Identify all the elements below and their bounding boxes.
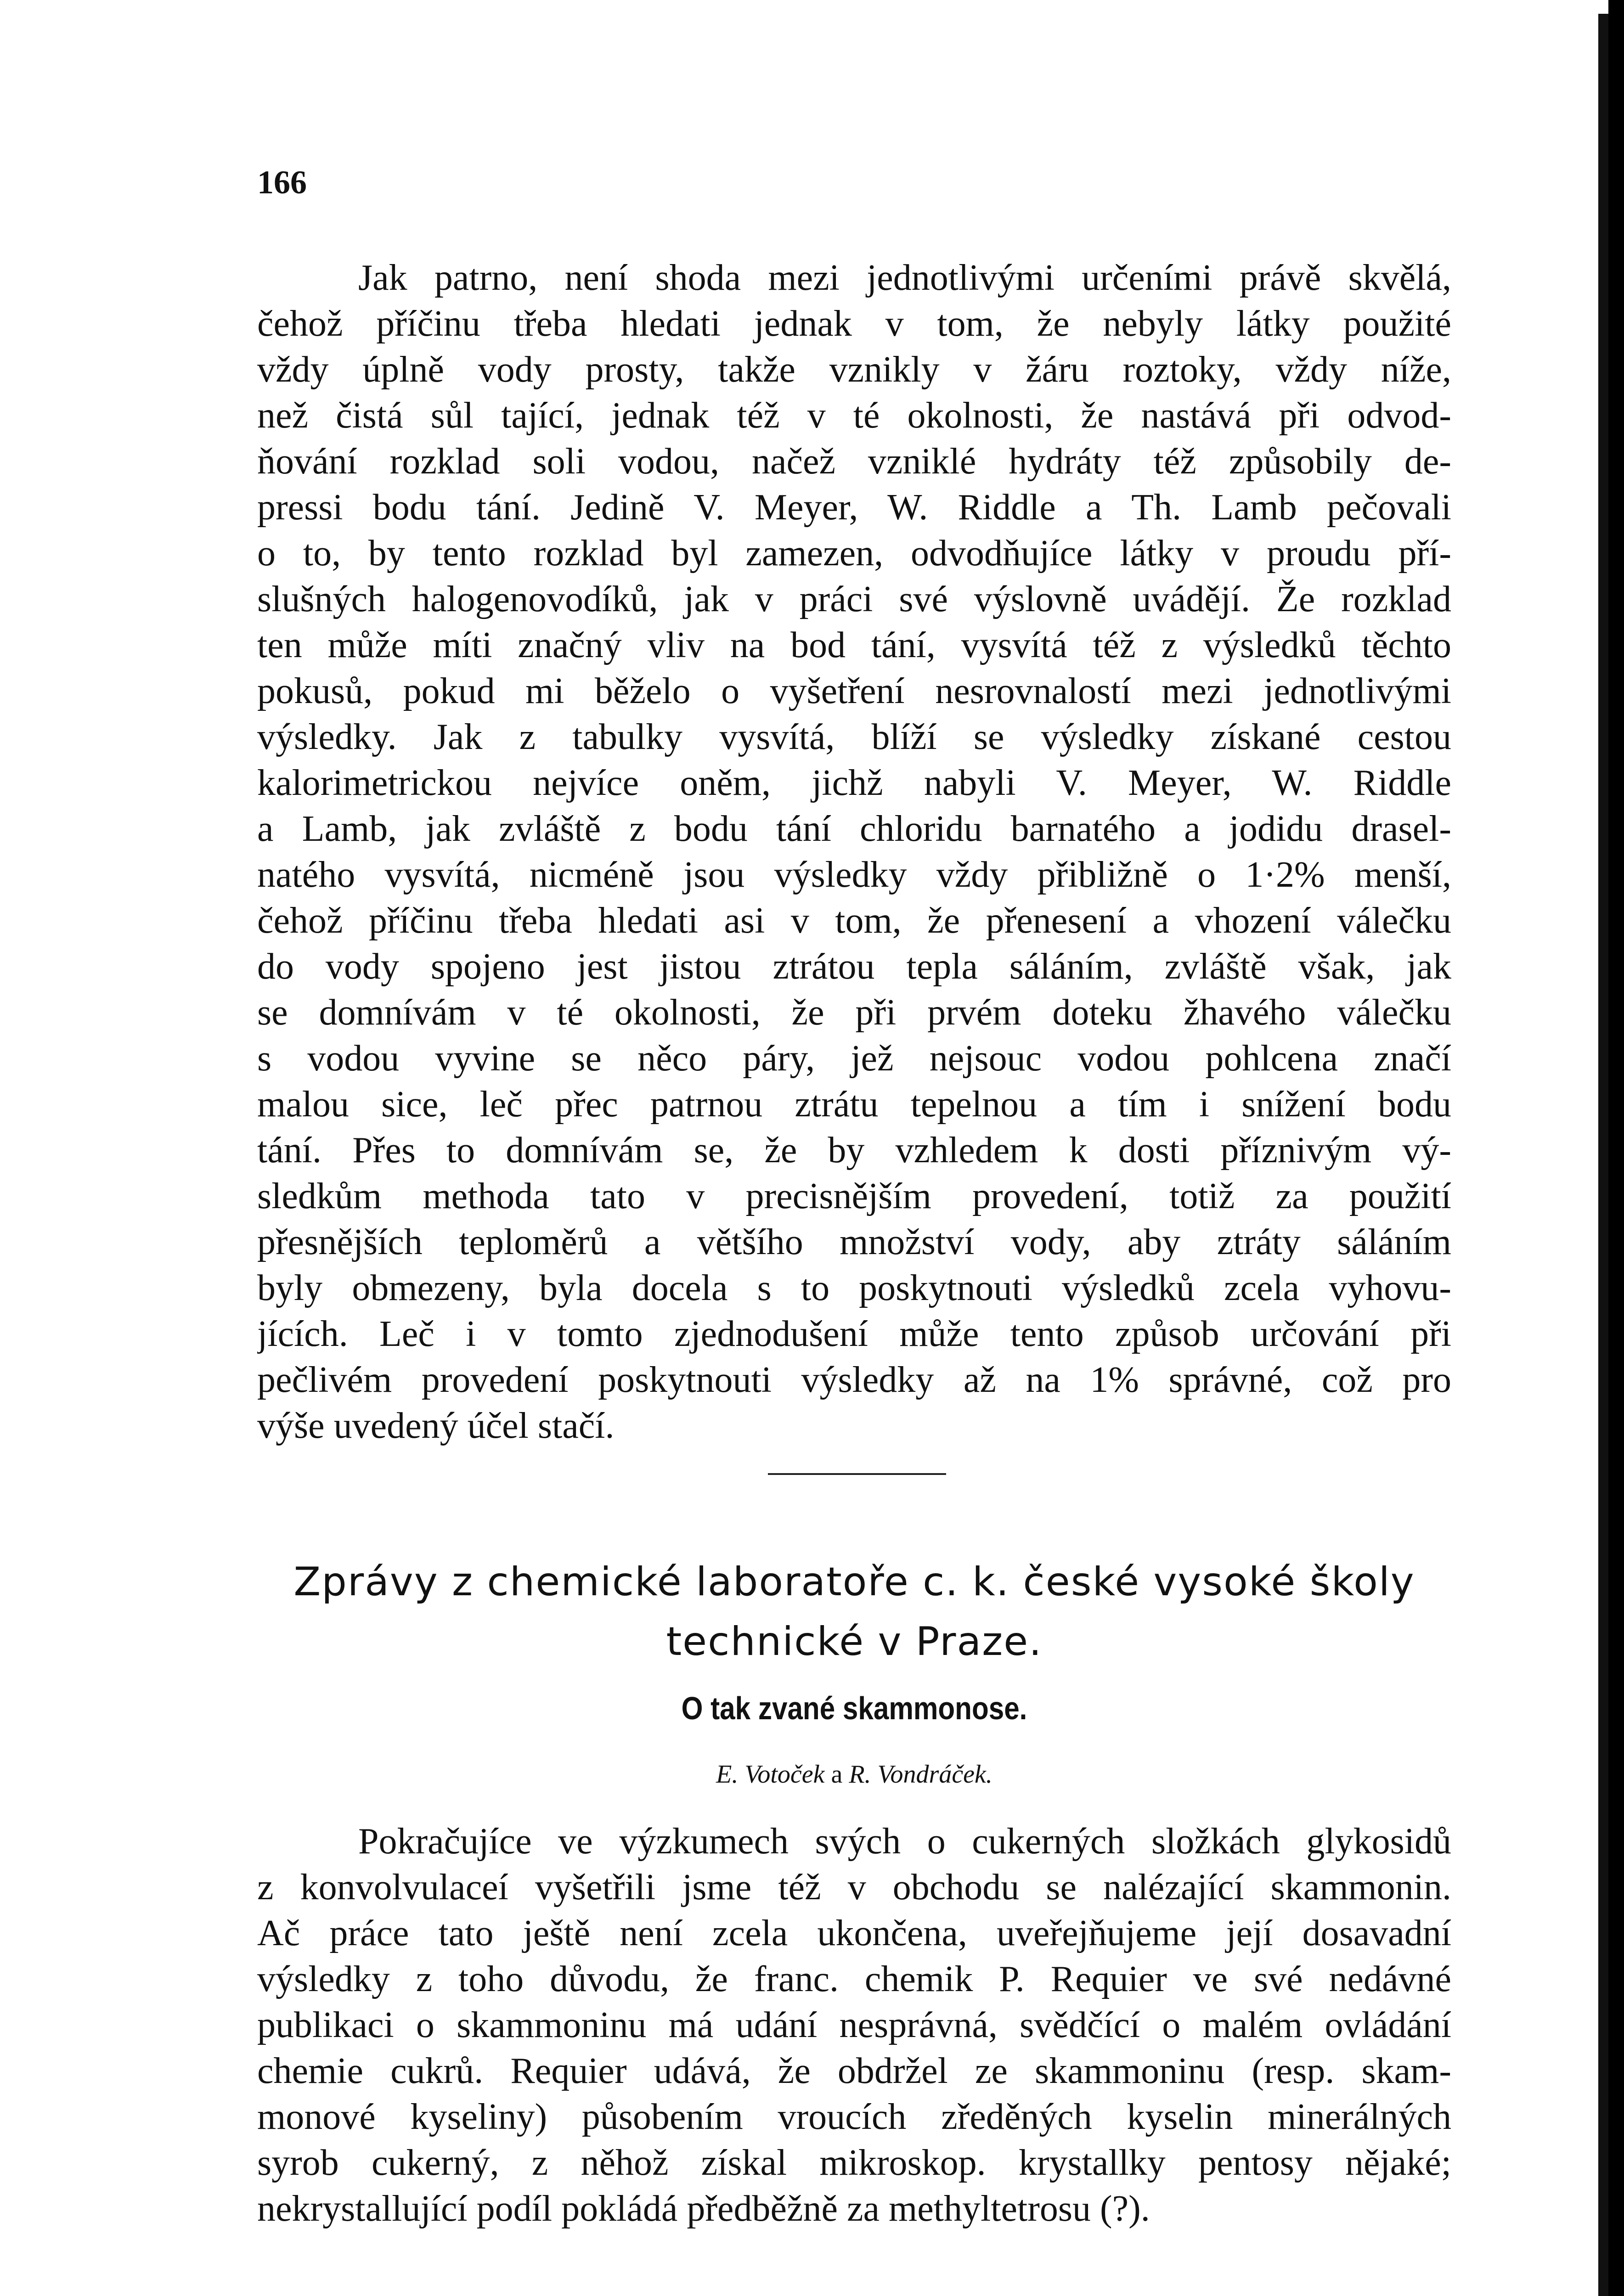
text-line: s vodou vyvine se něco páry, jež nejsouc vodou pohlcena značí [257, 1038, 1451, 1079]
text-line: byly obmezeny, byla docela s to poskytnouti výsledků zcela vyhovu- [257, 1268, 1451, 1308]
text-line: kalorimetrickou nejvíce oněm, jichž nabyli V. Meyer, W. Riddle [257, 763, 1451, 803]
text-line: než čistá sůl tající, jednak též v té okolnosti, že nastává při odvod- [257, 395, 1451, 436]
text-line: ten může míti značný vliv na bod tání, vysvítá též z výsledků těchto [257, 625, 1451, 665]
text-line: monové kyseliny) působením vroucích zředěných kyselin minerálných [257, 2097, 1451, 2137]
paragraph-1 [257, 255, 1451, 1449]
section-title-line-1: Zprávy z chemické laboratoře c. k. české vysoké školy [293, 1559, 1415, 1605]
text-line: se domnívám v té okolnosti, že při prvém doteku žhavého válečku [257, 992, 1451, 1033]
author-1: E. Votoček [716, 1760, 825, 1789]
text-line: o to, by tento rozklad byl zamezen, odvodňujíce látky v proudu pří- [257, 533, 1451, 574]
text-line: Jak patrno, není shoda mezi jednotlivými určeními právě skvělá, [358, 258, 1451, 298]
text-line: publikaci o skammoninu má udání nesprávná, svědčící o malém ovládání [257, 2005, 1451, 2045]
text-line: malou sice, leč přec patrnou ztrátu tepelnou a tím i snížení bodu [257, 1084, 1451, 1125]
text-line: pokusů, pokud mi běželo o vyšetření nesrovnalostí mezi jednotlivými [257, 671, 1451, 711]
text-line: výsledky z toho důvodu, že franc. chemik P. Requier ve své nedávné [257, 1959, 1451, 1999]
page-edge-shadow [1598, 14, 1608, 2296]
text-line: natého vysvítá, nicméně jsou výsledky vždy přibližně o 1·2% menší, [257, 855, 1451, 895]
text-line: Pokračujíce ve výzkumech svých o cukerných složkách glykosidů [358, 1821, 1451, 1862]
section-divider [768, 1473, 946, 1475]
author-2: R. Vondráček. [849, 1760, 992, 1789]
text-line: tání. Přes to domnívám se, že by vzhledem k dosti příznivým vý- [257, 1130, 1451, 1171]
section-title-line-2: technické v Praze. [666, 1619, 1043, 1665]
text-line: čehož příčinu třeba hledati jednak v tom, že nebyly látky použité [257, 304, 1451, 344]
text-line: chemie cukrů. Requier udává, že obdržel ze skammoninu (resp. skam- [257, 2051, 1451, 2091]
text-line: pečlivém provedení poskytnouti výsledky až na 1% správné, což pro [257, 1360, 1451, 1400]
text-line: pressi bodu tání. Jedině V. Meyer, W. Riddle a Th. Lamb pečovali [257, 487, 1451, 528]
text-line: výše uvedený účel stačí. [257, 1406, 615, 1446]
text-line: Ač práce tato ještě není zcela ukončena, uveřejňujeme její dosavadní [257, 1913, 1451, 1953]
subsection-title: O tak zvané skammonose. [681, 1690, 1027, 1726]
authors-line [211, 1760, 1497, 1789]
text-line: nekrystallující podíl pokládá předběžně za methyltetrosu (?). [257, 2189, 1150, 2229]
paragraph-2 [257, 1818, 1451, 2232]
text-line: jících. Leč i v tomto zjednodušení může tento způsob určování při [257, 1314, 1451, 1354]
text-line: vždy úplně vody prosty, takže vznikly v žáru roztoky, vždy níže, [257, 349, 1451, 390]
text-line: syrob cukerný, z něhož získal mikroskop. krystallky pentosy nějaké; [257, 2143, 1451, 2183]
author-conjunction: a [831, 1760, 843, 1789]
text-line: z konvolvulaceí vyšetřili jsme též v obchodu se nalézající skammonin. [257, 1867, 1451, 1908]
text-line: výsledky. Jak z tabulky vysvítá, blíží se výsledky získané cestou [257, 717, 1451, 757]
text-line: sledkům methoda tato v precisnějším provedení, totiž za použití [257, 1176, 1451, 1216]
section-title [211, 1552, 1497, 1671]
page-number: 166 [257, 164, 307, 201]
text-line: přesnějších teploměrů a většího množství vody, aby ztráty sáláním [257, 1222, 1451, 1262]
text-line: slušných halogenovodíků, jak v práci své výslovně uvádějí. Že rozklad [257, 579, 1451, 619]
text-line: ňování rozklad soli vodou, načež vzniklé hydráty též způsobily de- [257, 441, 1451, 482]
text-line: do vody spojeno jest jistou ztrátou tepla sáláním, zvláště však, jak [257, 946, 1451, 987]
text-line: a Lamb, jak zvláště z bodu tání chloridu barnatého a jodidu drasel- [257, 809, 1451, 849]
text-line: čehož příčinu třeba hledati asi v tom, že přenesení a vhození válečku [257, 900, 1451, 941]
